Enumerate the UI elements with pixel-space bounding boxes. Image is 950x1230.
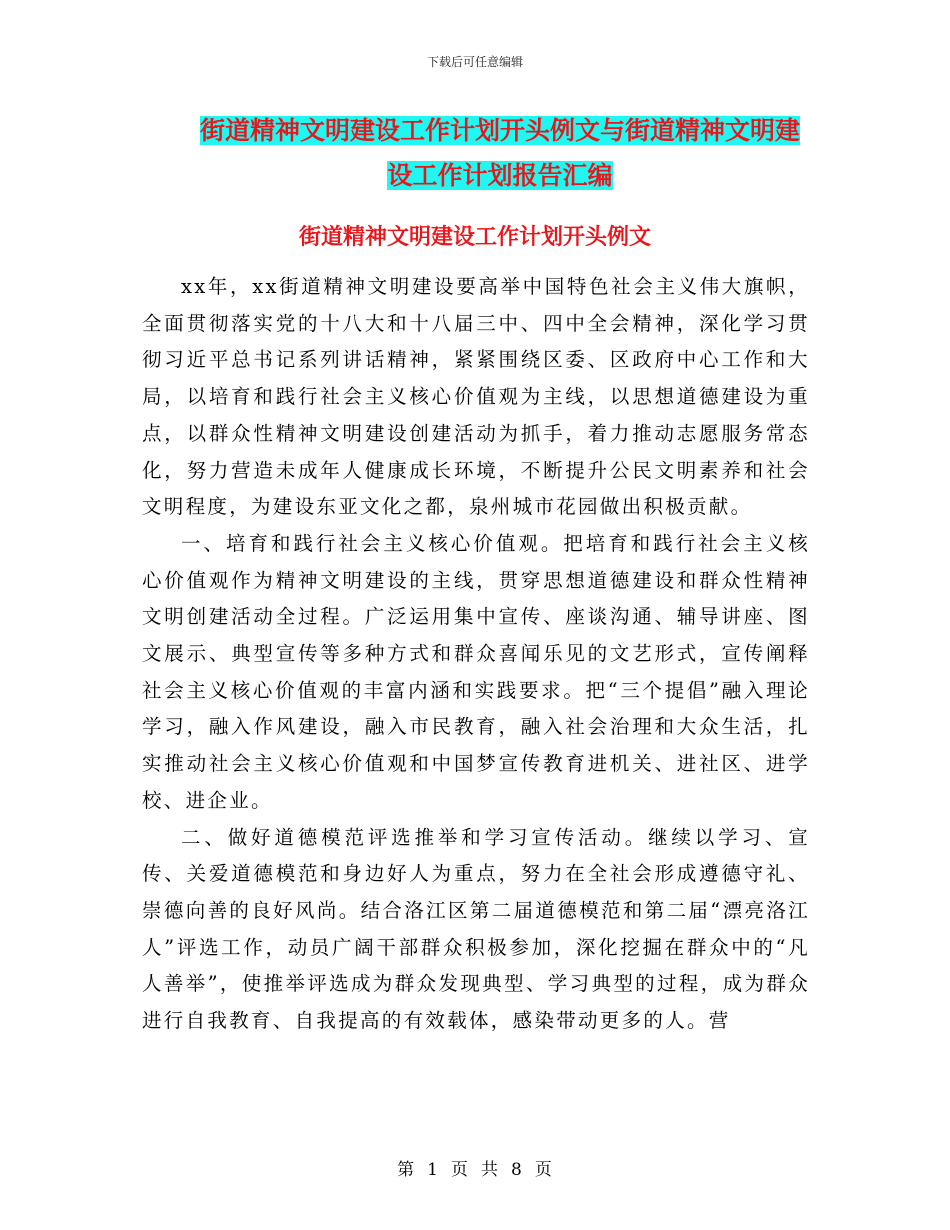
footer-total-word: 共 [481, 1160, 499, 1180]
footer-prefix: 第 [397, 1160, 416, 1180]
page-footer [0, 1155, 950, 1180]
footer-page-word: 页 [451, 1160, 469, 1180]
section-title: 街道精神文明建设工作计划开头例文 [298, 225, 651, 250]
footer-suffix: 页 [534, 1160, 553, 1180]
current-page-number: 1 [427, 1160, 439, 1180]
paragraph-intro: xx年，xx街道精神文明建设要高举中国特色社会主义伟大旗帜，全面贯彻落实党的十八大和十八届三中、四中全会精神，深化学习贯彻习近平总书记系列讲话精神，紧紧围绕区委、区政府中心工作和大局，以培育和践行社会主义核心价值观为主线，以思想道德建设为重点，以群众性精神文明建设创建活动为抓手，着力推动志愿服务常态化，努力营造未成年人健康成长环境，不断提升公民文明素养和社会文明程度，为建设东亚文化之都，泉州城市花园做出积极贡献。 [142, 275, 810, 519]
total-page-number: 8 [511, 1160, 523, 1180]
document-title [190, 108, 810, 198]
paragraph-two: 二、做好道德模范评选推举和学习宣传活动。继续以学习、宣传、关爱道德模范和身边好人为重点，努力在全社会形成遵德守礼、崇德向善的良好风尚。结合洛江区第二届道德模范和第二届“漂亮洛江人”评选工作，动员广阔干部群众积极参加，深化挖掘在群众中的“凡人善举”，使推举评选成为群众发现典型、学习典型的过程，成为群众进行自我教育、自我提高的有效载体，感染带动更多的人。营 [142, 825, 810, 1033]
document-body [142, 269, 810, 1040]
document-title-text: 街道精神文明建设工作计划开头例文与街道精神文明建设工作计划报告汇编 [199, 116, 800, 190]
paragraph-one: 一、培育和践行社会主义核心价值观。把培育和践行社会主义核心价值观作为精神文明建设的主线，贯穿思想道德建设和群众性精神文明创建活动全过程。广泛运用集中宣传、座谈沟通、辅导讲座、图文展示、典型宣传等多种方式和群众喜闻乐见的文艺形式，宣传阐释社会主义核心价值观的丰富内涵和实践要求。把“三个提倡”融入理论学习，融入作风建设，融入市民教育，融入社会治理和大众生活，扎实推动社会主义核心价值观和中国梦宣传教育进机关、进社区、进学校、进企业。 [142, 531, 810, 812]
header-note: 下载后可任意编辑 [426, 55, 523, 69]
